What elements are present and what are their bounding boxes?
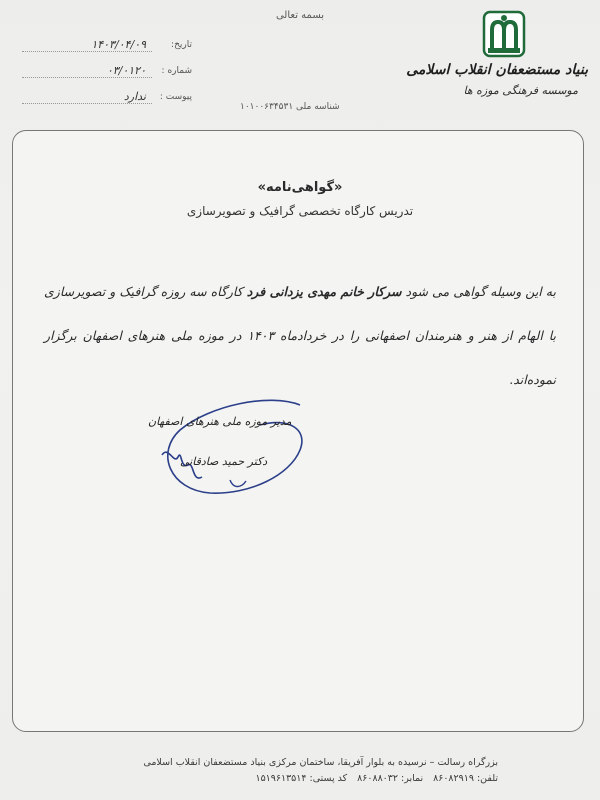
recipient-name: سرکار خانم مهدی یزدانی فرد	[246, 284, 402, 299]
certificate-subtitle: تدریس کارگاه تخصصی گرافیک و تصویرسازی	[186, 204, 414, 218]
signature-scribble-icon	[150, 395, 320, 505]
date-dotted-line	[22, 51, 152, 52]
paragraph-text-end: کارگاه سه روزه گرافیک و تصویرسازی با الهام از هنر و هنرمندان اصفهانی را در خردادماه ۱۴۰۳ در موزه ملی هنرهای اصفهان برگزار نموده‌اند.	[44, 284, 556, 387]
attachment-dotted-line	[22, 103, 152, 104]
number-field	[22, 66, 192, 82]
bismillah-heading: بسمه تعالی	[275, 10, 325, 21]
attachment-value: ندارد	[123, 90, 146, 103]
footer-postal-code: کد پستی: ۱۵۱۹۶۱۳۵۱۴	[255, 773, 348, 784]
date-field	[22, 40, 192, 56]
paragraph-text-start: به این وسیله گواهی می شود	[401, 284, 556, 299]
number-dotted-line	[22, 77, 152, 78]
number-value: ۰۳/۰۱۲۰	[106, 64, 146, 77]
foundation-logo-icon	[482, 10, 526, 60]
letter-footer	[143, 755, 498, 787]
national-id: شناسه ملی ۱۰۱۰۰۶۳۴۵۳۱	[240, 102, 340, 112]
attachment-label: پیوست :	[159, 92, 192, 102]
date-label: تاریخ:	[171, 40, 192, 50]
attachment-field	[22, 92, 192, 108]
organization-subtitle: موسسه فرهنگی موزه ها	[463, 84, 578, 97]
footer-contact-line	[143, 771, 498, 787]
certificate-paragraph	[44, 270, 556, 402]
signatory-name: دکتر حمید صادقانی	[180, 455, 268, 468]
certificate-title: «گواهی‌نامه»	[257, 180, 343, 195]
date-value: ۱۴۰۳/۰۴/۰۹	[91, 38, 146, 51]
organization-name: بنیاد مستضعفان انقلاب اسلامی	[406, 62, 588, 78]
footer-fax: نمابر: ۸۶۰۸۸۰۳۲	[357, 773, 424, 784]
number-label: شماره :	[161, 66, 192, 76]
signatory-title: مدیر موزه ملی هنرهای اصفهان	[148, 415, 292, 428]
footer-address: بزرگراه رسالت – نرسیده به بلوار آفریقا، ساختمان مرکزی بنیاد مستضعفان انقلاب اسلامی	[143, 757, 498, 768]
footer-phone: تلفن: ۸۶۰۸۲۹۱۹	[433, 773, 498, 784]
